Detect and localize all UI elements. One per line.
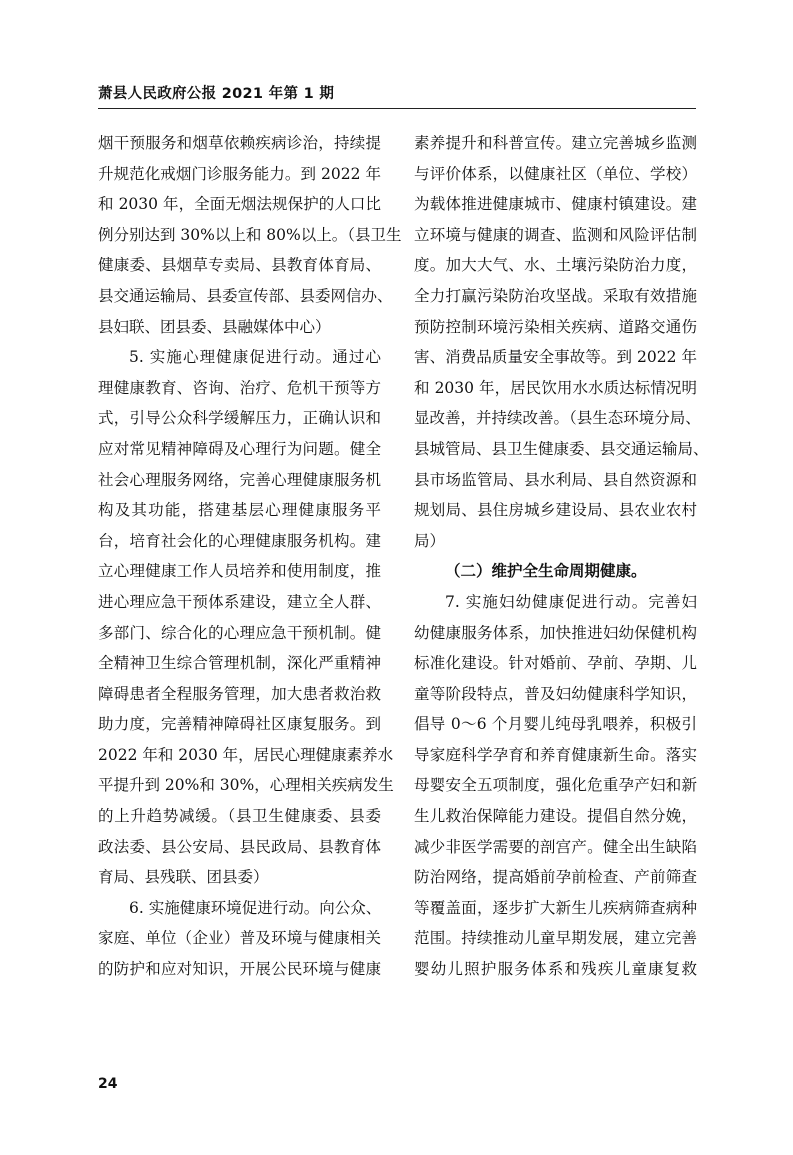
text-line: 育局、县残联、团县委） (98, 868, 269, 887)
text-line: 进心理应急干预体系建设，建立全人群、 (98, 592, 381, 611)
text-line: 素养提升和科普宣传。建立完善城乡监测 (414, 134, 697, 152)
text-line: 倡导 0～6 个月婴儿纯母乳喂养，积极引 (414, 715, 697, 734)
text-line: 政法委、县公安局、县民政局、县教育体 (98, 837, 381, 856)
text-line: 导家庭科学孕育和养育健康新生命。落实 (414, 745, 697, 764)
text-line: 标准化建设。针对婚前、孕前、孕期、儿 (414, 654, 697, 673)
text-line: 减少非医学需要的剖宫产。健全出生缺陷 (414, 837, 697, 856)
text-line: 的上升趋势减缓。（县卫生健康委、县委 (98, 807, 381, 826)
text-line: 防治网络，提高婚前孕前检查、产前筛查 (414, 868, 697, 887)
text-line: 烟干预服务和烟草依赖疾病诊治，持续提 (98, 134, 381, 152)
text-line: 障碍患者全程服务管理，加大患者救治救 (98, 684, 381, 703)
text-line: 规划局、县住房城乡建设局、县农业农村 (414, 501, 697, 520)
text-line: 幼健康服务体系，加快推进妇幼保健机构 (414, 623, 697, 642)
page-header (98, 80, 696, 109)
text-line: 童等阶段特点，普及妇幼健康科学知识， (414, 684, 697, 703)
section-heading: （二）维护全生命周期健康。 (445, 562, 647, 581)
text-line: 2022 年和 2030 年，居民心理健康素养水 (98, 745, 394, 764)
text-line: 家庭、单位（企业）普及环境与健康相关 (98, 929, 381, 948)
text-line: 例分别达到 30%以上和 80%以上。（县卫生 (98, 225, 402, 244)
text-line: 范围。持续推动儿童早期发展，建立完善 (414, 929, 697, 948)
text-line: 预防控制环境污染相关疾病、道路交通伤 (414, 317, 697, 336)
text-line: 为载体推进健康城市、健康村镇建设。建 (414, 195, 697, 214)
text-line: 7. 实施妇幼健康促进行动。完善妇 (445, 592, 697, 611)
text-line: 局） (414, 531, 446, 550)
text-line: 县妇联、团县委、县融媒体中心） (98, 317, 331, 336)
text-line: 应对常见精神障碍及心理行为问题。健全 (98, 439, 381, 458)
text-line: 县城管局、县卫生健康委、县交通运输局、 (414, 439, 709, 458)
text-line: 理健康教育、咨询、治疗、危机干预等方 (98, 378, 381, 397)
text-line: 助力度，完善精神障碍社区康复服务。到 (98, 715, 381, 734)
text-line: 构及其功能，搭建基层心理健康服务平 (98, 501, 381, 520)
text-line: 6. 实施健康环境促进行动。向公众、 (129, 898, 382, 917)
text-line: 5. 实施心理健康促进行动。通过心 (129, 348, 381, 367)
text-line: 度。加大大气、水、土壤污染防治力度， (414, 256, 697, 275)
text-line: 立心理健康工作人员培养和使用制度，推 (98, 562, 381, 581)
text-line: 生儿救治保障能力建设。提倡自然分娩， (414, 807, 697, 826)
text-line: 全力打赢污染防治攻坚战。采取有效措施 (414, 286, 697, 305)
text-line: 害、消费品质量安全事故等。到 2022 年 (414, 348, 697, 367)
text-line: 升规范化戒烟门诊服务能力。到 2022 年 (98, 164, 381, 183)
text-line: 等覆盖面，逐步扩大新生儿疾病筛查病种 (414, 898, 697, 917)
text-line: 婴幼儿照护服务体系和残疾儿童康复救 (414, 960, 697, 979)
page-number: 24 (98, 1076, 118, 1092)
text-line: 和 2030 年，全面无烟法规保护的人口比 (98, 195, 381, 214)
text-line: 母婴安全五项制度，强化危重孕产妇和新 (414, 776, 697, 795)
text-line: 县交通运输局、县委宣传部、县委网信办、 (98, 286, 393, 305)
left-text-column (98, 128, 402, 985)
publication-title: 萧县人民政府公报 2021 年第 1 期 (98, 86, 335, 102)
text-line: 平提升到 20%和 30%，心理相关疾病发生 (98, 776, 394, 795)
text-line: 全精神卫生综合管理机制，深化严重精神 (98, 654, 381, 673)
text-line: 县市场监管局、县水利局、县自然资源和 (414, 470, 697, 489)
right-text-column (414, 128, 709, 985)
text-line: 显改善，并持续改善。（县生态环境分局、 (414, 409, 701, 428)
text-line: 社会心理服务网络，完善心理健康服务机 (98, 470, 381, 489)
text-line: 多部门、综合化的心理应急干预机制。健 (98, 623, 381, 642)
text-line: 健康委、县烟草专卖局、县教育体育局、 (98, 256, 381, 275)
text-line: 台，培育社会化的心理健康服务机构。建 (98, 531, 381, 550)
text-line: 的防护和应对知识，开展公民环境与健康 (98, 960, 381, 979)
text-line: 和 2030 年，居民饮用水水质达标情况明 (414, 378, 697, 397)
text-line: 与评价体系，以健康社区（单位、学校） (414, 164, 697, 183)
text-line: 式，引导公众科学缓解压力，正确认识和 (98, 409, 381, 428)
text-line: 立环境与健康的调查、监测和风险评估制 (414, 225, 697, 244)
